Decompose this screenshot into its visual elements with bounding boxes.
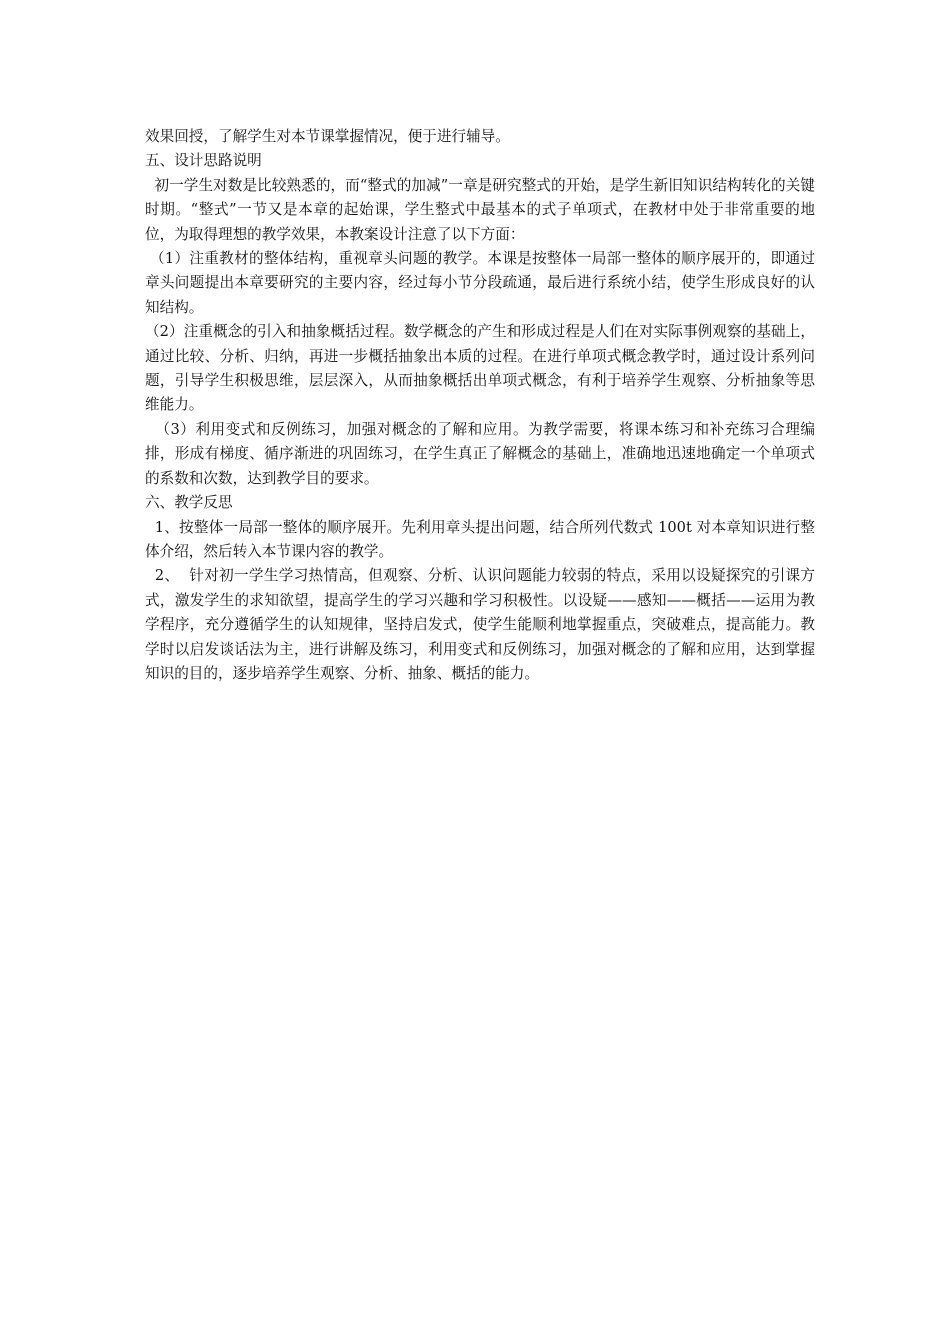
paragraph-design-intro: 初一学生对数是比较熟悉的，而“整式的加减”一章是研究整式的开始，是学生新旧知识结构转化的关键时期。“整式”一节又是本章的起始课，学生整式中最基本的式子单项式，在教材中处于非常重要的地位，为取得理想的教学效果，本教案设计注意了以下方面： xyxy=(145,176,815,243)
paragraph-point-3: （3）利用变式和反例练习，加强对概念的了解和应用。为教学需要，将课本练习和补充练习合理编排，形成有梯度、循序渐进的巩固练习，在学生真正了解概念的基础上，准确地迅速地确定一个单项式的系数和次数，达到教学目的要求。 xyxy=(145,420,815,487)
section-heading-design-rationale: 五、设计思路说明 xyxy=(145,152,262,170)
section-heading-teaching-reflection: 六、教学反思 xyxy=(145,494,233,512)
paragraph-reflection-2: 2、 针对初一学生学习热情高，但观察、分析、认识问题能力较弱的特点，采用以设疑探究的引课方式，激发学生的求知欲望，提高学生的学习兴趣和学习积极性。以设疑——感知——概括——运用为教学程序，充分遵循学生的认知规律，坚持启发式，使学生能顺利地掌握重点，突破难点，提高能力。教学时以启发谈话法为主，进行讲解及练习，利用变式和反例练习，加强对概念的了解和应用，达到掌握知识的目的，逐步培养学生观察、分析、抽象、概括的能力。 xyxy=(145,567,815,682)
paragraph-point-2: （2）注重概念的引入和抽象概括过程。数学概念的产生和形成过程是人们在对实际事例观察的基础上，通过比较、分析、归纳，再进一步概括抽象出本质的过程。在进行单项式概念教学时，通过设计系列问题，引导学生积极思维，层层深入，从而抽象概括出单项式概念，有利于培养学生观察、分析抽象等思维能力。 xyxy=(145,323,815,414)
paragraph-point-1: （1）注重教材的整体结构，重视章头问题的教学。本课是按整体一局部一整体的顺序展开的，即通过章头问题提出本章要研究的主要内容，经过每小节分段疏通，最后进行系统小结，使学生形成良好的认知结构。 xyxy=(145,250,815,316)
paragraph-reflection-1: 1、按整体一局部一整体的顺序展开。先利用章头提出问题，结合所列代数式 100t 对本章知识进行整体介绍，然后转入本节课内容的教学。 xyxy=(145,518,815,560)
paragraph-feedback: 效果回授，了解学生对本节课掌握情况，便于进行辅导。 xyxy=(145,128,510,145)
document-body xyxy=(145,125,815,686)
